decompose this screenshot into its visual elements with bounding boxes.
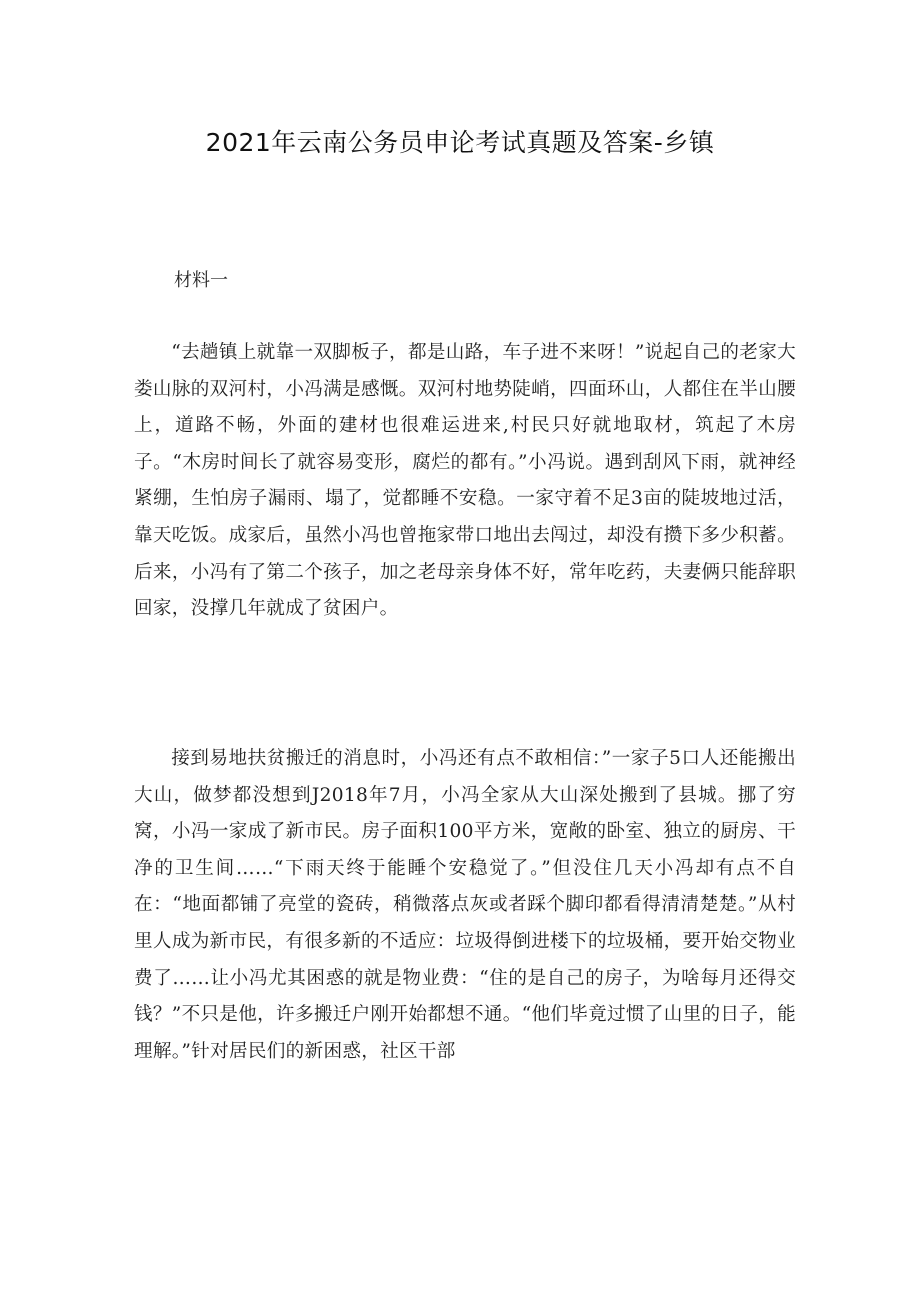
paragraph-2: 接到易地扶贫搬迁的消息时，小冯还有点不敢相信：”一家子5口人还能搬出大山，做梦都没想到J2018年7月，小冯全家从大山深处搬到了县城。挪了穷窝，小冯一家成了新市民。房子面积100平方米，宽敞的卧室、独立的厨房、干净的卫生间……“下雨天终于能睡个安稳觉了。”但没住几天小冯却有点不自在：“地面都铺了亮堂的瓷砖，稍微落点灰或者踩个脚印都看得清清楚楚。”从村里人成为新市民，有很多新的不适应：垃圾得倒进楼下的垃圾桶，要开始交物业费了……让小冯尤其困惑的就是物业费：“住的是自己的房子，为啥每月还得交钱？”不只是他，许多搬迁户刚开始都想不通。“他们毕竟过惯了山里的日子，能理解。”针对居民们的新困惑，社区干部 [134,748,796,1062]
section-label: 材料一 [174,270,228,291]
paragraph-1: “去趟镇上就靠一双脚板子，都是山路，车子进不来呀！”说起自己的老家大娄山脉的双河村，小冯满是感慨。双河村地势陡峭，四面环山，人都住在半山腰上，道路不畅，外面的建材也很难运进来,村民只好就地取材，筑起了木房子。“木房时间长了就容易变形，腐烂的都有。”小冯说。遇到刮风下雨，就神经紧绷，生怕房子漏雨、塌了，觉都睡不安稳。一家守着不足3亩的陡坡地过活，靠天吃饭。成家后，虽然小冯也曾拖家带口地出去闯过，却没有攒下多少积蓄。后来，小冯有了第二个孩子，加之老母亲身体不好，常年吃药，夫妻俩只能辞职回家，没撑几年就成了贫困户。 [134,342,796,620]
document-title: 2021年云南公务员申论考试真题及答案-乡镇 [205,128,715,157]
